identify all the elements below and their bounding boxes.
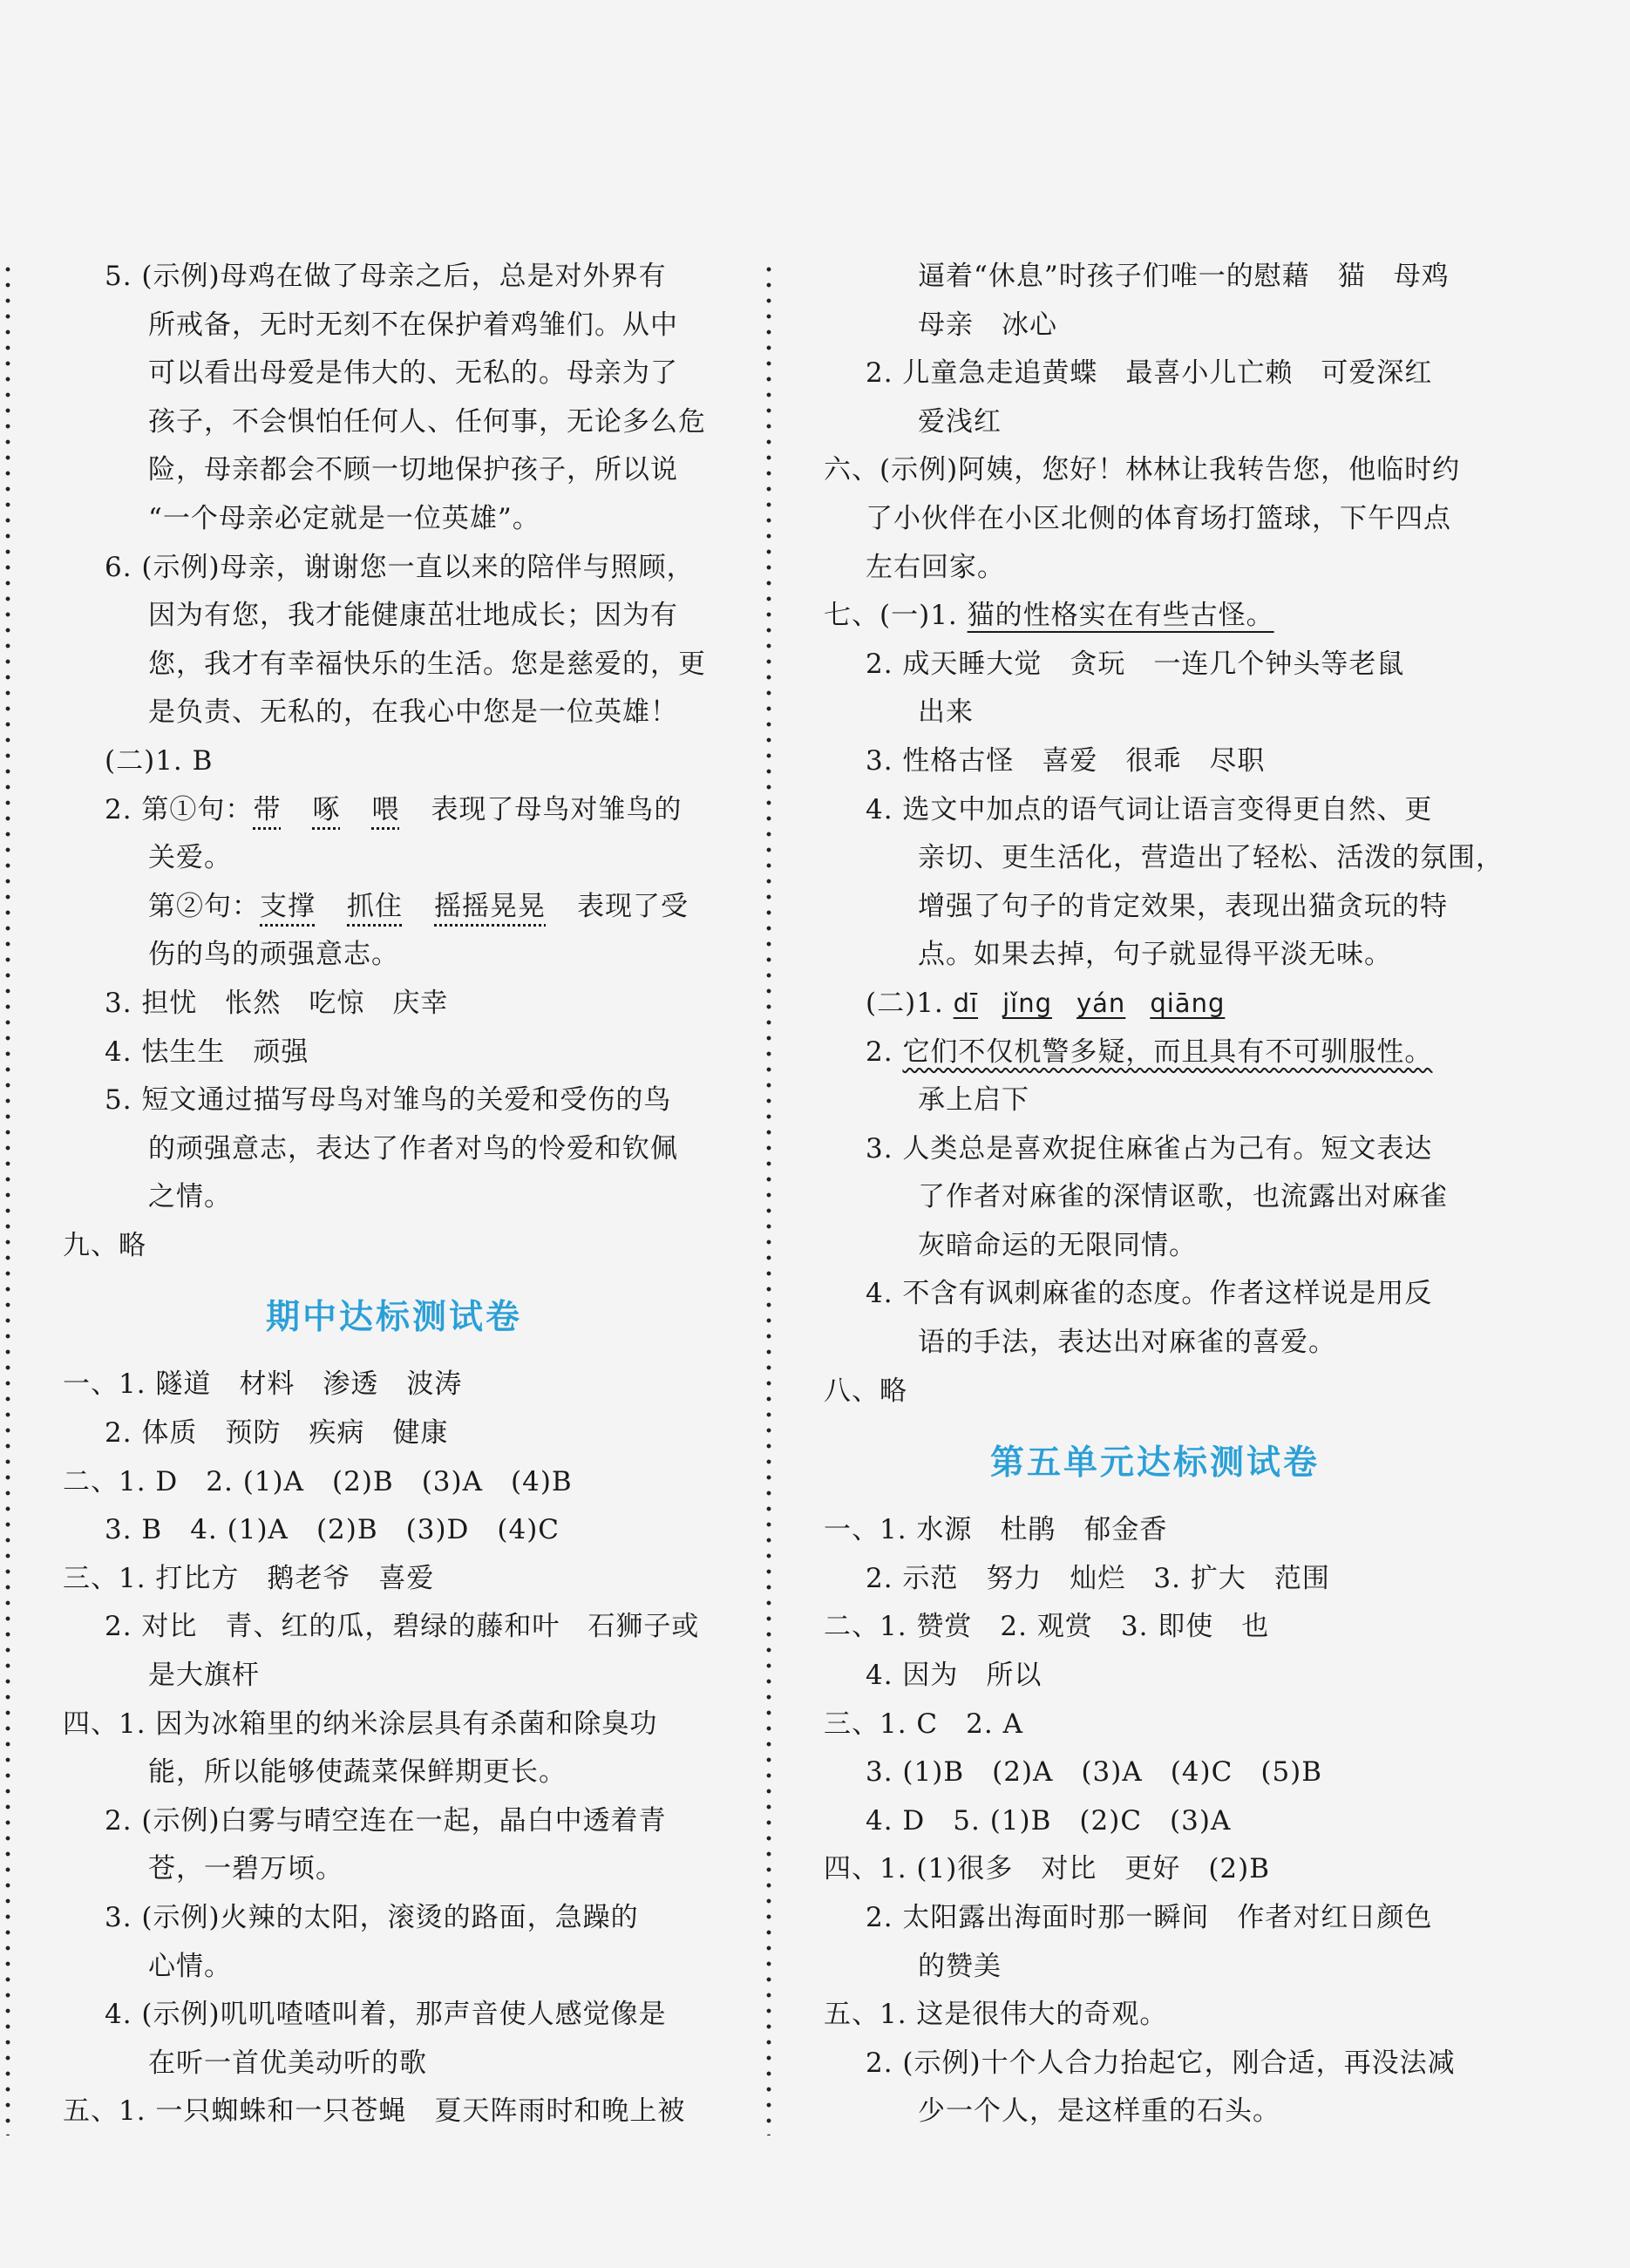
answer-text: 七、(一)1. — [824, 600, 968, 632]
answer-line: 左右回家。 — [866, 551, 1005, 583]
answer-line: 能，所以能够使蔬菜保鲜期更长。 — [148, 1756, 567, 1789]
answer-line: 了小伙伴在小区北侧的体育场打篮球，下午四点 — [866, 502, 1451, 534]
answer-line: 您，我才有幸福快乐的生活。您是慈爱的，更 — [148, 648, 706, 680]
answer-line: 之情。 — [148, 1181, 232, 1213]
answer-line: 是大旗杆 — [148, 1660, 260, 1692]
emphasized-word: 摇摇晃晃 — [434, 890, 546, 922]
answer-line: 6. (示例)母亲，谢谢您一直以来的陪伴与照顾， — [105, 551, 695, 583]
part2-answers — [824, 1076, 1486, 1416]
answer-line: 3. 担忧 怅然 吃惊 庆幸 — [105, 987, 449, 1019]
answer-line: 4. (示例)叽叽喳喳叫着，那声音使人感觉像是 — [105, 1999, 667, 2031]
answer-line: 逼着“休息”时孩子们唯一的慰藉 猫 母鸡 — [918, 261, 1450, 292]
answer-line: 语的手法，表达出对麻雀的喜爱。 — [918, 1327, 1336, 1359]
answer-line: 4. D 5. (1)B (2)C (3)A — [866, 1804, 1232, 1837]
answer-line: 2. (示例)白雾与晴空连在一起，晶白中透着青 — [105, 1804, 667, 1837]
emphasized-word: 啄 — [312, 793, 341, 825]
answer-line: 增强了句子的肯定效果，表现出猫贪玩的特 — [918, 890, 1448, 922]
answer-line: 4. 怯生生 顽强 — [105, 1036, 309, 1068]
answer-line: 亲切、更生活化，营造出了轻松、活泼的氛围， — [918, 842, 1504, 874]
answer-line: 伤的鸟的顽强意志。 — [148, 939, 399, 971]
pinyin-answer: yán — [1076, 988, 1126, 1018]
answer-line: 关爱。 — [148, 842, 232, 874]
answer-line-wavy — [824, 1029, 1486, 1077]
answer-line: 3. (示例)火辣的太阳，滚烫的路面，急躁的 — [105, 1902, 639, 1933]
wavy-underlined-answer: 它们不仅机警多疑，而且具有不可驯服性。 — [902, 1036, 1433, 1068]
answer-line: 2. 成天睡大觉 贪玩 一连几个钟头等老鼠 — [866, 648, 1405, 680]
answer-line-pinyin — [824, 980, 1486, 1029]
midterm-answers — [63, 1361, 725, 2136]
q7-answers — [824, 641, 1504, 980]
answer-line: 险，母亲都会不顾一切地保护孩子，所以说 — [148, 454, 678, 486]
answer-line-underlined — [824, 592, 1486, 641]
answer-line: 五、1. 这是很伟大的奇观。 — [824, 1999, 1168, 2031]
answer-line: 四、1. 因为冰箱里的纳米涂层具有杀菌和除臭功 — [63, 1708, 658, 1740]
pinyin-answer: jǐng — [1002, 988, 1052, 1018]
answer-line: 点。如果去掉，句子就显得平淡无味。 — [918, 939, 1392, 971]
answer-text: (二)1. — [866, 987, 954, 1019]
answer-line: 母亲 冰心 — [918, 309, 1057, 341]
left-dotted-margin — [5, 261, 10, 2136]
answer-line: 3. 性格古怪 喜爱 很乖 尽职 — [866, 744, 1266, 777]
answer-line: 六、(示例)阿姨，您好！林林让我转告您，他临时约 — [824, 454, 1461, 486]
answer-line: 四、1. (1)很多 对比 更好 (2)B — [824, 1853, 1271, 1885]
answer-line: 所戒备，无时无刻不在保护着鸡雏们。从中 — [148, 309, 678, 341]
answer-line: 3. B 4. (1)A (2)B (3)D (4)C — [105, 1514, 560, 1546]
answer-line: 3. (1)B (2)A (3)A (4)C (5)B — [866, 1756, 1323, 1789]
emphasized-word: 喂 — [371, 793, 400, 825]
answer-text: 2. 第①句： — [105, 793, 254, 825]
emphasized-word: 抓住 — [347, 890, 403, 922]
answer-line: 2. 对比 青、红的瓜，碧绿的藤和叶 石狮子或 — [105, 1611, 700, 1643]
answer-line: 二、1. 赞赏 2. 观赏 3. 即使 也 — [824, 1611, 1270, 1643]
left-column — [63, 253, 725, 2136]
answer-line-emphasis — [63, 786, 725, 835]
answer-line: 八、略 — [824, 1375, 907, 1407]
answer-text: 表现了受 — [577, 890, 689, 922]
answer-line: 是负责、无私的，在我心中您是一位英雄！ — [148, 696, 678, 729]
answer-line: (二)1. B — [105, 744, 214, 777]
answer-line: 2. 儿童急走追黄蝶 最喜小儿亡赖 可爱深红 — [866, 357, 1433, 390]
answer-line: 2. (示例)十个人合力抬起它，刚合适，再没法减 — [866, 2047, 1456, 2079]
answer-line: 5. 短文通过描写母鸟对雏鸟的关爱和受伤的鸟 — [105, 1084, 672, 1117]
answer-line: 2. 示范 努力 灿烂 3. 扩大 范围 — [866, 1562, 1330, 1594]
answer-line: 4. 选文中加点的语气词让语言变得更自然、更 — [866, 793, 1433, 825]
answer-line: “一个母亲必定就是一位英雄”。 — [148, 502, 540, 534]
answer-line: 孩子，不会惧怕任何人、任何事，无论多么危 — [148, 405, 706, 438]
answer-line: 五、1. 一只蜘蛛和一只苍蝇 夏天阵雨时和晚上被 — [63, 2095, 686, 2128]
answer-line: 心情。 — [148, 1950, 232, 1982]
section-heading-unit5: 第五单元达标测试卷 — [989, 1443, 1320, 1484]
answer-line: 少一个人，是这样重的石头。 — [918, 2095, 1280, 2128]
continued-answers — [824, 253, 1486, 592]
answer-line: 灰暗命运的无限同情。 — [918, 1229, 1197, 1261]
answer-text: 表现了母鸟对雏鸟的 — [431, 793, 683, 825]
answer-line: 苍，一碧万顷。 — [148, 1853, 343, 1885]
answer-block-q6 — [63, 544, 725, 737]
answer-line: 可以看出母爱是伟大的、无私的。母亲为了 — [148, 357, 678, 390]
answer-line: 的顽强意志，表达了作者对鸟的怜爱和钦佩 — [148, 1132, 678, 1165]
center-dotted-divider — [766, 261, 771, 2136]
answer-line: 承上启下 — [918, 1084, 1029, 1117]
answer-line: 4. 因为 所以 — [866, 1660, 1043, 1692]
emphasized-word: 带 — [253, 793, 282, 825]
answer-line: 4. 不含有讽刺麻雀的态度。作者这样说是用反 — [866, 1278, 1433, 1310]
answer-line: 二、1. D 2. (1)A (2)B (3)A (4)B — [63, 1465, 573, 1497]
answer-line: 爱浅红 — [918, 405, 1002, 438]
answer-line: 2. 太阳露出海面时那一瞬间 作者对红日颜色 — [866, 1902, 1433, 1933]
answer-line: 了作者对麻雀的深情讴歌，也流露出对麻雀 — [918, 1181, 1448, 1213]
answer-line: 一、1. 水源 杜鹃 郁金香 — [824, 1514, 1168, 1546]
answer-line: 一、1. 隧道 材料 渗透 波涛 — [63, 1368, 463, 1401]
underlined-answer: 猫的性格实在有些古怪。 — [967, 600, 1274, 632]
answer-line: 因为有您，我才能健康茁壮地成长；因为有 — [148, 600, 678, 632]
answer-line: 三、1. 打比方 鹅老爷 喜爱 — [63, 1562, 435, 1594]
answer-line: 5. (示例)母鸡在做了母亲之后，总是对外界有 — [105, 261, 667, 292]
unit5-answers — [824, 1506, 1486, 2136]
pinyin-answer: qiāng — [1150, 988, 1226, 1018]
answer-line: 的赞美 — [918, 1950, 1002, 1982]
answer-line: 2. 体质 预防 疾病 健康 — [105, 1417, 449, 1450]
pinyin-answer: dī — [953, 988, 979, 1018]
answer-text: 2. — [866, 1036, 903, 1068]
answer-line: 在听一首优美动听的歌 — [148, 2047, 427, 2079]
right-column — [824, 253, 1504, 2136]
answer-block-q5 — [63, 253, 725, 544]
emphasized-word: 支撑 — [260, 890, 316, 922]
answer-text: 第②句： — [148, 890, 260, 922]
answer-line: 出来 — [918, 696, 974, 729]
answer-line: 九、略 — [63, 1229, 146, 1261]
answer-line: 三、1. C 2. A — [824, 1708, 1023, 1740]
section-heading-midterm: 期中达标测试卷 — [265, 1297, 522, 1338]
answer-line-emphasis — [63, 883, 725, 932]
answer-line: 3. 人类总是喜欢捉住麻雀占为己有。短文表达 — [866, 1132, 1433, 1165]
